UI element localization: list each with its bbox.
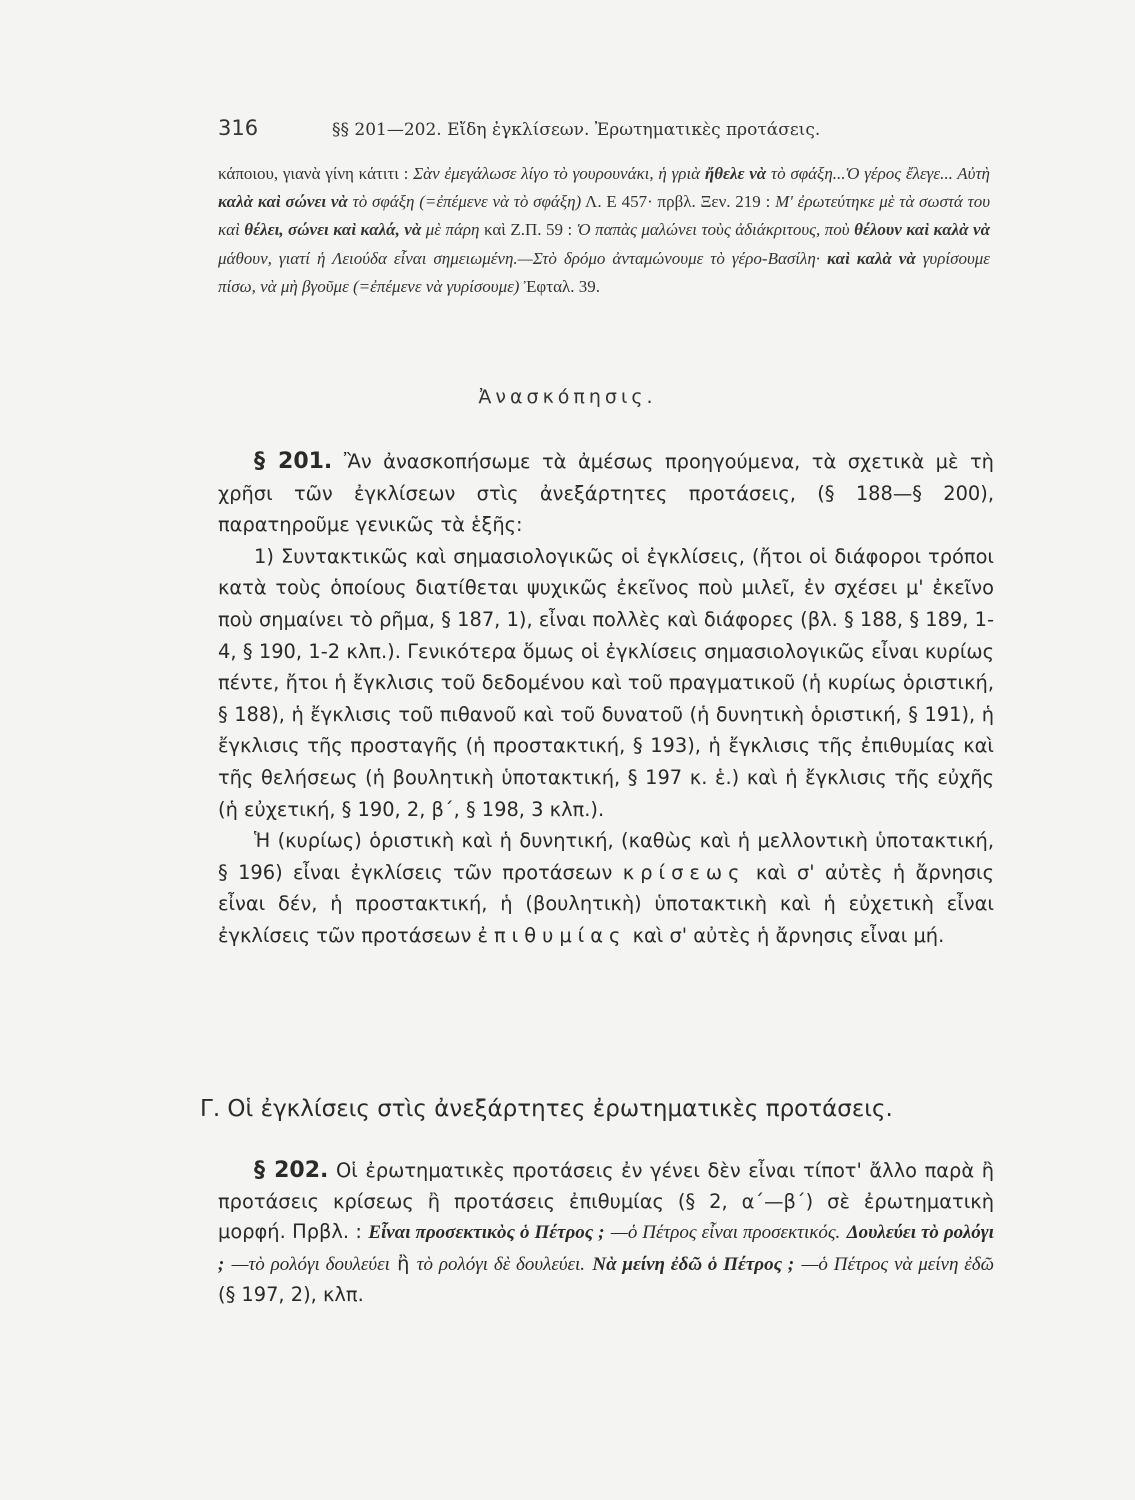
quote-example-bold: ἤθελε νὰ <box>704 164 767 183</box>
example-quotations <box>218 160 990 301</box>
section-number: § 202. <box>254 1158 329 1183</box>
example-bold: Εἶναι προσεκτικὸς ὁ Πέτρος ; <box>368 1222 605 1243</box>
quote-example-bold: καὶ καλὰ νὰ <box>827 248 916 268</box>
quote-reference: καὶ Ζ.Π. 59 : <box>483 220 573 240</box>
section-201 <box>218 446 994 952</box>
example-bold: Νὰ μείνη ἐδῶ ὁ Πέτρος ; <box>592 1253 795 1275</box>
quote-example-bold: θέλουν καὶ καλὰ νὰ <box>854 220 991 240</box>
paragraph-text: ἢ <box>397 1251 410 1275</box>
paragraph-202 <box>218 1156 994 1311</box>
quote-example: μὲ πάρη <box>425 220 480 240</box>
quote-example: γυρίσουμε πίσω, νὰ μὴ βγοῦμε (=ἐπέμενε νὰ γυρίσουμε) <box>218 248 991 296</box>
quote-reference: Λ. Ε 457· πρβλ. Ξεν. 219 : <box>585 192 771 212</box>
paragraph-text: (§ 197, 2), κλπ. <box>218 1283 364 1306</box>
quote-example-bold: θέλει, σώνει καὶ καλά, νὰ <box>244 220 422 240</box>
quote-example: μάθουν, γιατί ἡ Λειούδα εἶναι σημειωμένη.—Στὸ δρόμο ἀνταμώνουμε τὸ γέρο-Βασίλη· <box>218 248 821 268</box>
quote-example: Μ' ἐρωτεύτηκε μὲ τὰ σωστά του καὶ <box>218 192 991 240</box>
section-heading-g: Γ. Οἱ ἐγκλίσεις στὶς ἀνεξάρτητες ἐρωτηματικὲς προτάσεις. <box>200 1096 893 1122</box>
paragraph-text: Οἱ ἐρωτηματικὲς προτάσεις ἐν γένει δὲν εἶναι τίποτ' ἄλλο παρὰ ἢ προτάσεις κρίσεως ἢ προτάσεις ἐπιθυμίας (§ 2, α΄—β΄) σὲ ἐρωτηματικὴ μορφή. Πρβλ. : <box>218 1159 994 1243</box>
example-italic: —τὸ ρολόγι δουλεύει <box>231 1253 390 1275</box>
emphasis-spaced: κρίσεως <box>622 860 746 884</box>
paragraph-intro <box>218 446 994 541</box>
paragraph-text: καὶ σ' αὐτὲς ἡ ἄρνησις εἶναι δέν, ἡ προστακτική, ἡ (βουλητικὴ) ὑποτακτικὴ καὶ ἡ εὐχετικὴ εἶναι ἐγκλίσεις τῶν προτάσεων <box>218 860 994 947</box>
quote-example: Σὰν ἐμεγάλωσε λίγο τὸ γουρουνάκι, ἡ γριὰ <box>413 164 701 183</box>
paragraph-text: Ἡ (κυρίως) ὁριστικὴ καὶ ἡ δυνητική, (καθὼς καὶ ἡ μελλοντικὴ ὑποτακτική, § 196) εἶναι ἐγκλίσεις τῶν προτάσεων <box>218 829 994 884</box>
section-202 <box>218 1156 994 1311</box>
quote-example-bold: καλὰ καὶ σώνει νὰ <box>218 192 348 212</box>
paragraph-moods <box>218 825 994 951</box>
subheading-review: Ἀνασκόπησις. <box>478 386 657 408</box>
paragraph-point-1: 1) Συντακτικῶς καὶ σημασιολογικῶς οἱ ἐγκλίσεις, (ἤτοι οἱ διάφοροι τρόποι κατὰ τοὺς ὁποίους διατίθεται ψυχικῶς ἐκεῖνος ποὺ μιλεῖ, ἐν σχέσει μ' ἐκεῖνο ποὺ σημαίνει τὸ ρῆμα, § 187, 1), εἶναι πολλὲς καὶ διάφορες (βλ. § 188, § 189, 1-4, § 190, 1-2 κλπ.). Γενικότερα ὅμως οἱ ἐγκλίσεις σημασιολογικῶς εἶναι κυρίως πέντε, ἤτοι ἡ ἔγκλισις τοῦ δεδομένου καὶ τοῦ πραγματικοῦ (ἡ κυρίως ὁριστική, § 188), ἡ ἔγκλισις τοῦ πιθανοῦ καὶ τοῦ δυνατοῦ (ἡ δυνητικὴ ὁριστική, § 191), ἡ ἔγκλισις τῆς προσταγῆς (ἡ προστακτική, § 193), ἡ ἔγκλισις τῆς ἐπιθυμίας καὶ τῆς θελήσεως (ἡ βουλητικὴ ὑποτακτική, § 197 κ. ἑ.) καὶ ἡ ἔγκλισις τῆς εὐχῆς (ἡ εὐχετική, § 190, 2, β΄, § 198, 3 κλπ.). <box>218 544 994 821</box>
quote-example: Ὁ παπὰς μαλώνει τοὺς ἀδιάκριτους, ποὺ <box>576 220 850 240</box>
example-italic: —ὁ Πέτρος νὰ μείνη ἐδῶ <box>801 1253 994 1275</box>
example-bold: Δουλεύει τὸ ρολόγι ; <box>218 1222 994 1275</box>
quote-example: τὸ σφάξη...Ὁ γέρος ἔλεγε... Αὐτὴ <box>770 164 990 183</box>
page-header <box>218 116 978 146</box>
emphasis-spaced: ἐπιθυμίας <box>477 923 627 947</box>
example-italic: —ὁ Πέτρος εἶναι προσεκτικός. <box>610 1222 841 1243</box>
quote-example: τὸ σφάξη (=ἐπέμενε νὰ τὸ σφάξη) <box>352 192 582 212</box>
example-italic: τὸ ρολόγι δὲ δουλεύει. <box>416 1253 586 1275</box>
quote-reference: Ἐφταλ. 39. <box>523 276 600 296</box>
section-number: § 201. <box>254 449 333 474</box>
paragraph-text: Ἂν ἀνασκοπήσωμε τὰ ἀμέσως προηγούμενα, τὰ σχετικὰ μὲ τὴ χρῆσι τῶν ἐγκλίσεων στὶς ἀνεξάρτητες προτάσεις, (§ 188—§ 200), παρατηροῦμε γενικῶς τὰ ἑξῆς: <box>218 450 994 537</box>
quote-text: κάποιου, γιανὰ γίνη κάτιτι : <box>218 164 409 183</box>
running-head: §§ 201—202. Εἴδη ἐγκλίσεων. Ἐρωτηματικὲς προτάσεις. <box>332 120 821 140</box>
paragraph-text: καὶ σ' αὐτὲς ἡ ἄρνησις εἶναι μή. <box>632 923 945 947</box>
page-number: 316 <box>218 116 259 140</box>
